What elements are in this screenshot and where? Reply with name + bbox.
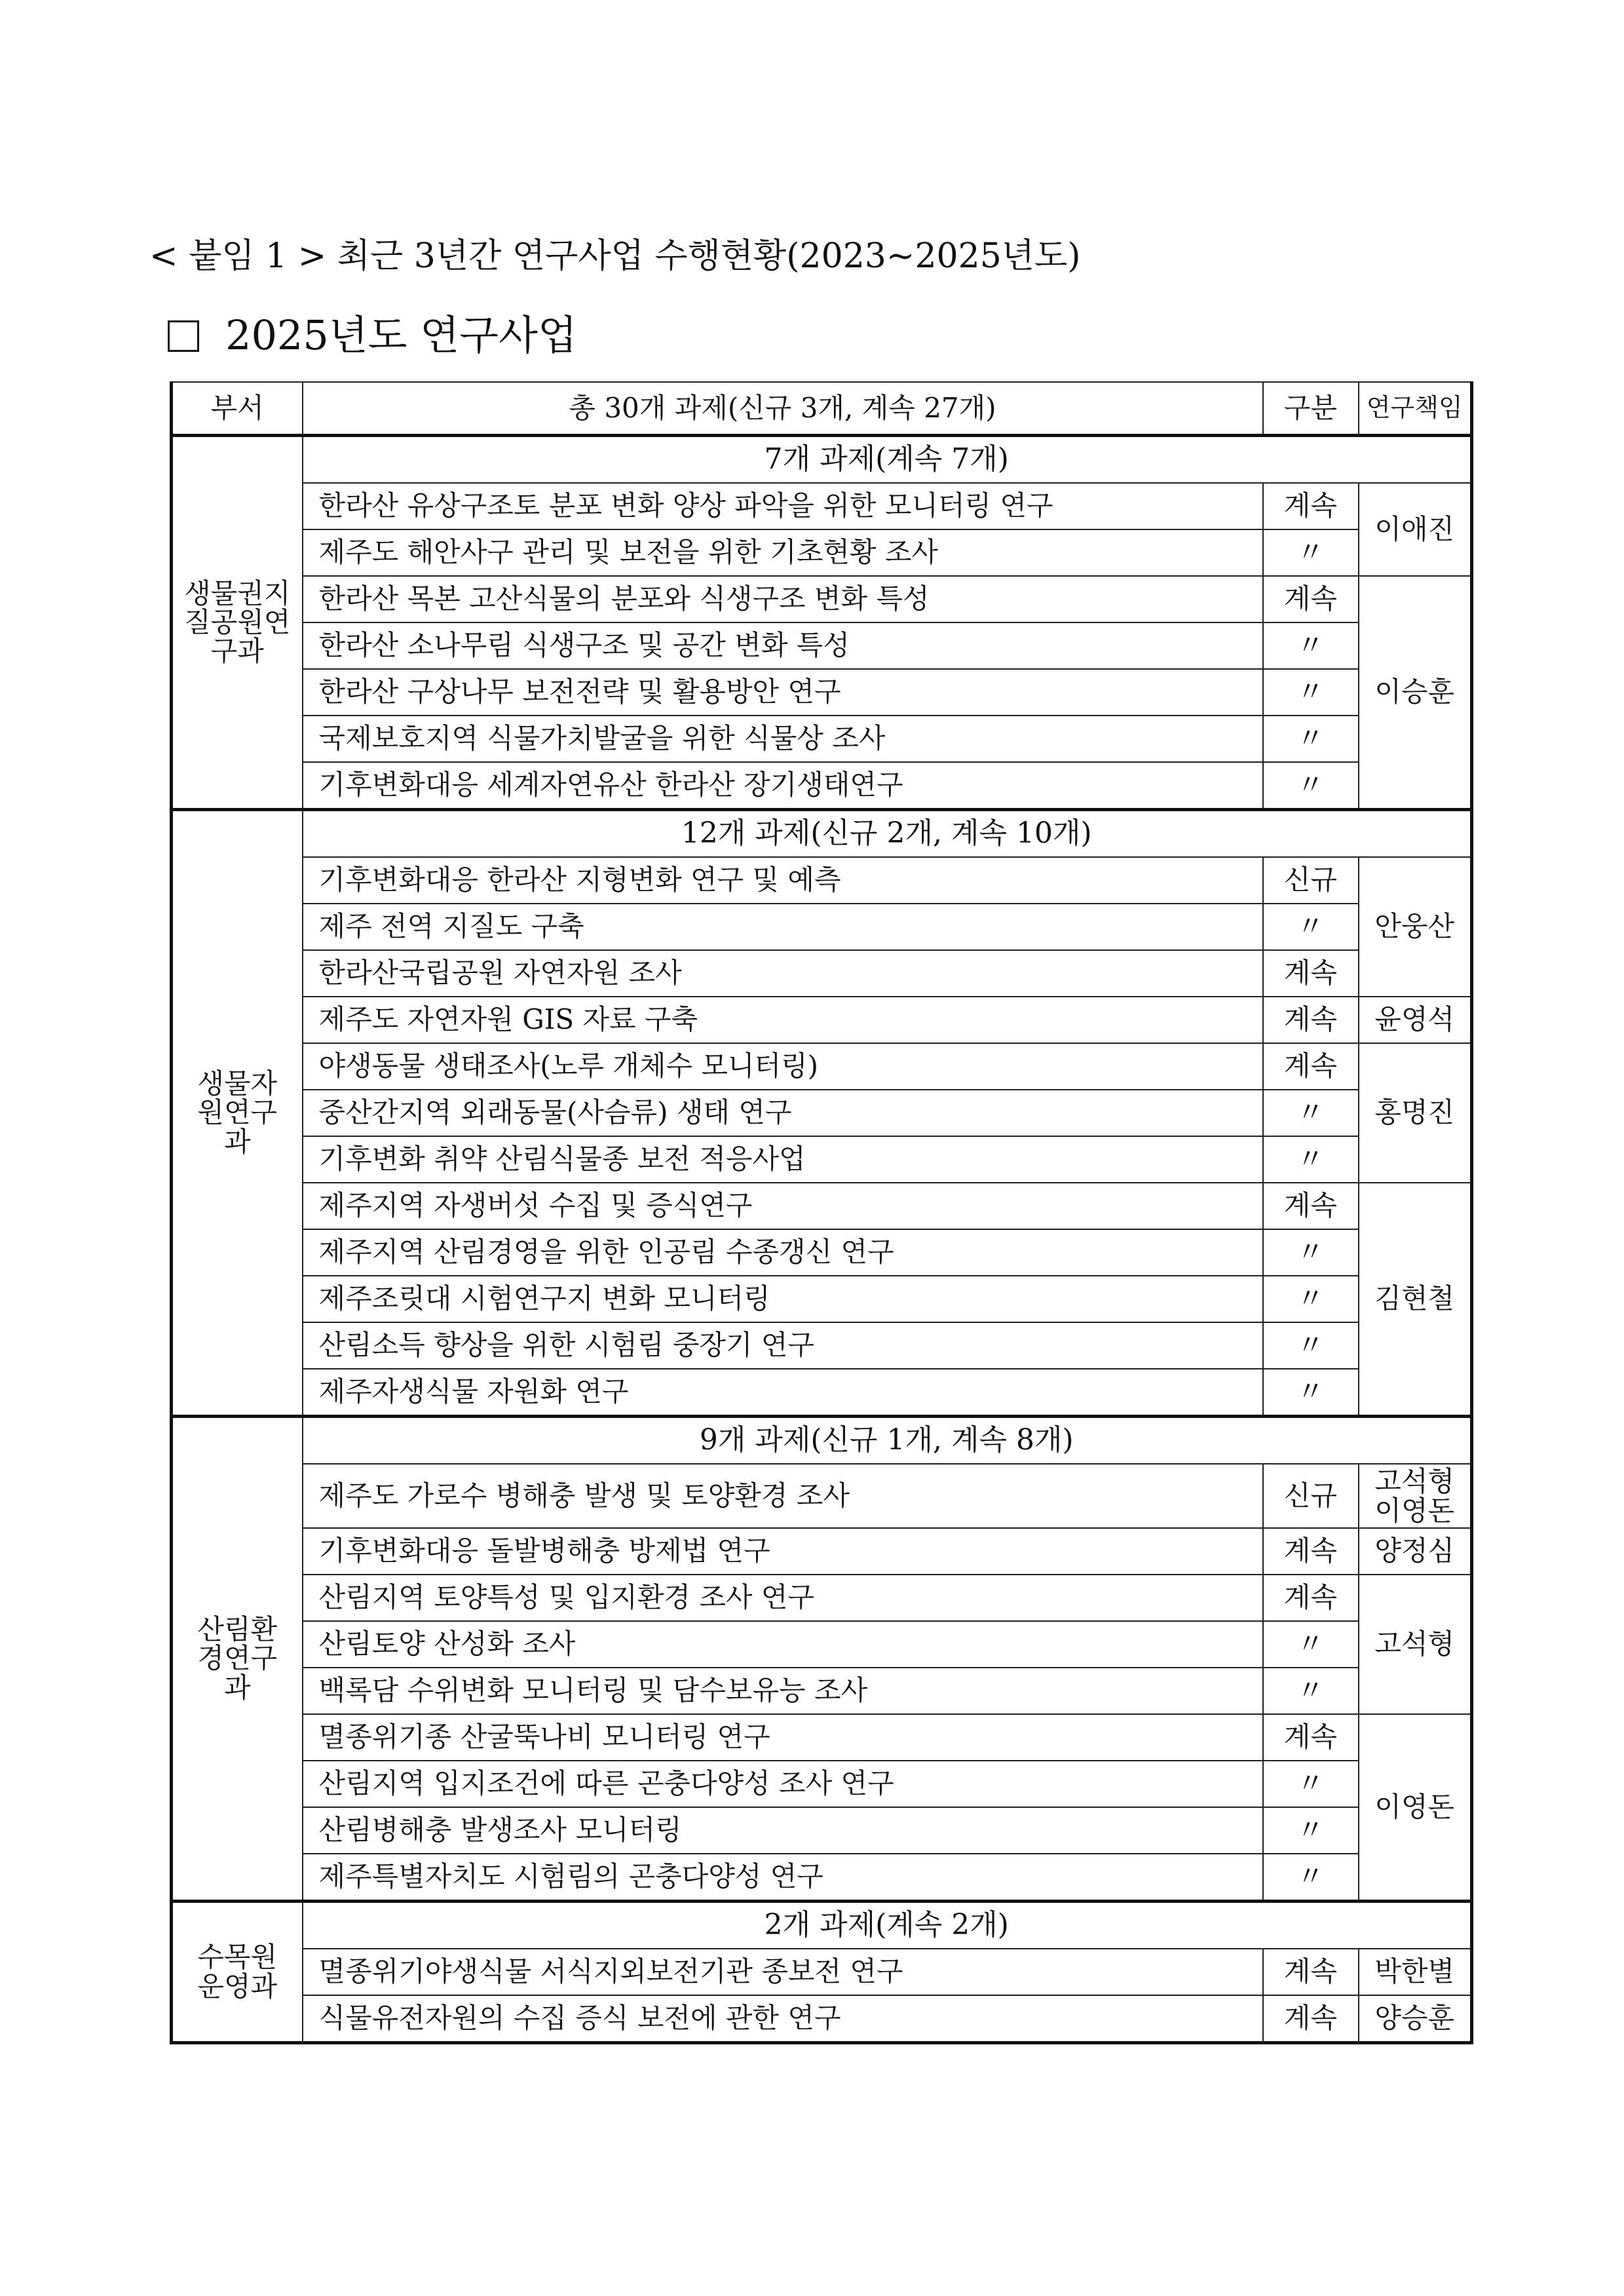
table-row: [172, 1322, 1472, 1369]
table-row: [172, 1276, 1472, 1322]
task-title: 식물유전자원의 수집 증식 보전에 관한 연구: [303, 1995, 1263, 2043]
task-title: 한라산국립공원 자연자원 조사: [303, 950, 1263, 997]
task-title: 야생동물 생태조사(노루 개체수 모니터링): [303, 1043, 1263, 1090]
table-row: [172, 529, 1472, 576]
task-category: 〃: [1263, 904, 1359, 950]
table-row: [172, 1090, 1472, 1136]
table-row: [172, 904, 1472, 950]
task-title: 산림병해충 발생조사 모니터링: [303, 1807, 1263, 1854]
task-category: 〃: [1263, 1854, 1359, 1902]
task-title: 한라산 소나무림 식생구조 및 공간 변화 특성: [303, 622, 1263, 669]
task-category: 계속: [1263, 1575, 1359, 1621]
research-projects-table: [170, 381, 1473, 2044]
task-category: 신규: [1263, 857, 1359, 904]
task-title: 기후변화대응 세계자연유산 한라산 장기생태연구: [303, 762, 1263, 810]
header-researcher: 연구책임: [1359, 382, 1472, 436]
task-category: 계속: [1263, 576, 1359, 622]
task-category: 〃: [1263, 762, 1359, 810]
task-researcher: 고석형: [1359, 1575, 1472, 1714]
task-researcher: 양승훈: [1359, 1995, 1472, 2043]
task-title: 멸종위기종 산굴뚝나비 모니터링 연구: [303, 1714, 1263, 1761]
table-row: [172, 1621, 1472, 1668]
task-researcher: 이영돈: [1359, 1714, 1472, 1902]
group-summary: 7개 과제(계속 7개): [303, 436, 1472, 484]
task-category: 〃: [1263, 1090, 1359, 1136]
task-category: 〃: [1263, 1229, 1359, 1276]
task-title: 산림지역 토양특성 및 입지환경 조사 연구: [303, 1575, 1263, 1621]
header-total: 총 30개 과제(신규 3개, 계속 27개): [303, 382, 1263, 436]
task-category: 〃: [1263, 1621, 1359, 1668]
task-title: 멸종위기야생식물 서식지외보전기관 종보전 연구: [303, 1949, 1263, 1995]
task-title: 제주도 자연자원 GIS 자료 구축: [303, 997, 1263, 1043]
table-row: [172, 1136, 1472, 1183]
task-category: 〃: [1263, 1761, 1359, 1807]
table-row: [172, 762, 1472, 810]
task-title: 제주자생식물 자원화 연구: [303, 1369, 1263, 1417]
group-summary-row: [172, 1417, 1472, 1464]
table-row: [172, 1714, 1472, 1761]
task-category: 〃: [1263, 1369, 1359, 1417]
task-category: 〃: [1263, 1322, 1359, 1369]
task-researchers: [1359, 1464, 1472, 1528]
task-researcher: 고석형: [1374, 1464, 1455, 1497]
section-heading: [168, 303, 577, 361]
task-category: 계속: [1263, 997, 1359, 1043]
table-row: [172, 716, 1472, 762]
table-row: [172, 1043, 1472, 1090]
task-category: 〃: [1263, 622, 1359, 669]
table-row: [172, 1761, 1472, 1807]
table-row: [172, 1183, 1472, 1229]
task-title: 기후변화 취약 산림식물종 보전 적응사업: [303, 1136, 1263, 1183]
task-category: 〃: [1263, 1276, 1359, 1322]
task-category: 〃: [1263, 1668, 1359, 1714]
dept-cell: 산림환경연구과: [172, 1417, 303, 1902]
table-row: [172, 622, 1472, 669]
table-row: [172, 1464, 1472, 1528]
task-title: 제주지역 자생버섯 수집 및 증식연구: [303, 1183, 1263, 1229]
task-title: 제주도 해안사구 관리 및 보전을 위한 기초현황 조사: [303, 529, 1263, 576]
table-row: [172, 483, 1472, 529]
task-title: 한라산 목본 고산식물의 분포와 식생구조 변화 특성: [303, 576, 1263, 622]
task-category: 〃: [1263, 716, 1359, 762]
table-row: [172, 1854, 1472, 1902]
task-researcher: 양정심: [1359, 1528, 1472, 1575]
table-row: [172, 1369, 1472, 1417]
task-category: 〃: [1263, 669, 1359, 716]
task-researcher: 윤영석: [1359, 997, 1472, 1043]
task-category: 〃: [1263, 1136, 1359, 1183]
table-row: [172, 1949, 1472, 1995]
task-title: 제주특별자치도 시험림의 곤충다양성 연구: [303, 1854, 1263, 1902]
group-summary: 12개 과제(신규 2개, 계속 10개): [303, 810, 1472, 858]
dept-cell: 생물자원연구과: [172, 810, 303, 1417]
table-row: [172, 1995, 1472, 2043]
group-summary-row: [172, 810, 1472, 858]
task-category: 계속: [1263, 1528, 1359, 1575]
task-title: 한라산 구상나무 보전전략 및 활용방안 연구: [303, 669, 1263, 716]
checkbox-square-icon: [168, 320, 199, 352]
header-category: 구분: [1263, 382, 1359, 436]
task-researcher: 이애진: [1359, 483, 1472, 576]
group-summary: 2개 과제(계속 2개): [303, 1902, 1472, 1949]
task-category: 계속: [1263, 1183, 1359, 1229]
task-category: 계속: [1263, 1949, 1359, 1995]
table-row: [172, 857, 1472, 904]
task-title: 산림소득 향상을 위한 시험림 중장기 연구: [303, 1322, 1263, 1369]
task-researcher: 박한별: [1359, 1949, 1472, 1995]
task-researcher: 홍명진: [1359, 1043, 1472, 1183]
task-title: 제주 전역 지질도 구축: [303, 904, 1263, 950]
task-category: 계속: [1263, 950, 1359, 997]
task-researcher: 안웅산: [1359, 857, 1472, 997]
table-row: [172, 997, 1472, 1043]
task-title: 산림지역 입지조건에 따른 곤충다양성 조사 연구: [303, 1761, 1263, 1807]
task-category: 계속: [1263, 1714, 1359, 1761]
task-category: 〃: [1263, 1807, 1359, 1854]
task-researcher: 김현철: [1359, 1183, 1472, 1417]
task-title: 제주도 가로수 병해충 발생 및 토양환경 조사: [303, 1464, 1263, 1528]
task-title: 백록담 수위변화 모니터링 및 담수보유능 조사: [303, 1668, 1263, 1714]
table-row: [172, 576, 1472, 622]
table-header-row: [172, 382, 1472, 436]
group-summary-row: [172, 436, 1472, 484]
table-row: [172, 669, 1472, 716]
dept-cell: 수목원운영과: [172, 1902, 303, 2043]
task-researcher: 이승훈: [1359, 576, 1472, 810]
task-title: 기후변화대응 돌발병해충 방제법 연구: [303, 1528, 1263, 1575]
page-heading: < 붙임 1 > 최근 3년간 연구사업 수행현황(2023~2025년도): [149, 237, 1081, 276]
task-category: 계속: [1263, 1995, 1359, 2043]
task-title: 산림토양 산성화 조사: [303, 1621, 1263, 1668]
task-category: 계속: [1263, 1043, 1359, 1090]
table-row: [172, 1807, 1472, 1854]
task-category: 신규: [1263, 1464, 1359, 1528]
table-row: [172, 1229, 1472, 1276]
section-heading-text: 2025년도 연구사업: [225, 311, 577, 359]
group-summary: 9개 과제(신규 1개, 계속 8개): [303, 1417, 1472, 1464]
task-title: 기후변화대응 한라산 지형변화 연구 및 예측: [303, 857, 1263, 904]
table-row: [172, 1575, 1472, 1621]
table-row: [172, 950, 1472, 997]
task-title: 제주조릿대 시험연구지 변화 모니터링: [303, 1276, 1263, 1322]
task-title: 한라산 유상구조토 분포 변화 양상 파악을 위한 모니터링 연구: [303, 483, 1263, 529]
dept-cell: 생물권지질공원연구과: [172, 436, 303, 810]
task-title: 제주지역 산림경영을 위한 인공림 수종갱신 연구: [303, 1229, 1263, 1276]
table-row: [172, 1668, 1472, 1714]
task-researcher: 이영돈: [1374, 1495, 1455, 1527]
task-category: 〃: [1263, 529, 1359, 576]
task-category: 계속: [1263, 483, 1359, 529]
task-title: 국제보호지역 식물가치발굴을 위한 식물상 조사: [303, 716, 1263, 762]
table-row: [172, 1528, 1472, 1575]
group-summary-row: [172, 1902, 1472, 1949]
header-dept: 부서: [172, 382, 303, 436]
task-title: 중산간지역 외래동물(사슴류) 생태 연구: [303, 1090, 1263, 1136]
